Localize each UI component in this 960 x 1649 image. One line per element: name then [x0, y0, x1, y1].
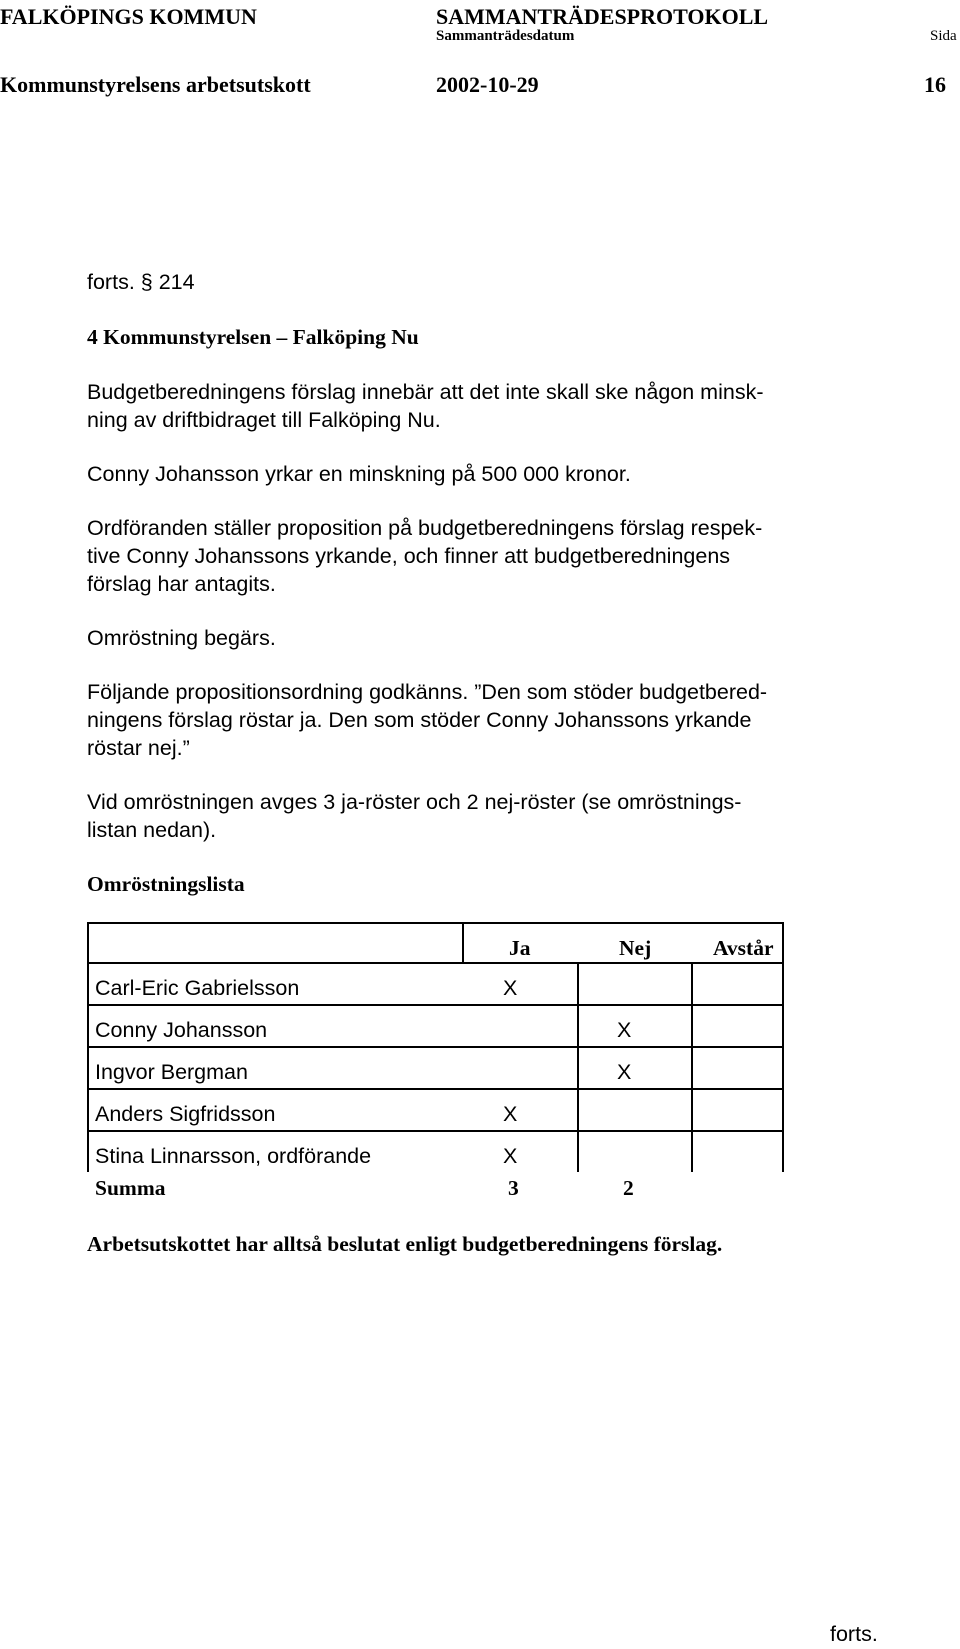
- vote-nej: X: [617, 1018, 632, 1042]
- voter-name: Ingvor Bergman: [95, 1060, 248, 1084]
- voter-name: Anders Sigfridsson: [95, 1102, 276, 1126]
- column-header-ja: Ja: [509, 936, 531, 960]
- meeting-date: 2002-10-29: [436, 72, 539, 97]
- voter-name: Stina Linnarsson, ordförande: [95, 1144, 372, 1168]
- sum-label: Summa: [95, 1176, 166, 1200]
- column-header-nej: Nej: [619, 936, 652, 960]
- document-type: SAMMANTRÄDESPROTOKOLL: [436, 4, 769, 29]
- committee-name: Kommunstyrelsens arbetsutskott: [0, 72, 311, 97]
- decision-statement: Arbetsutskottet har alltså beslutat enligt budgetberedningens förslag.: [87, 1232, 723, 1256]
- vote-ja: X: [503, 1144, 518, 1168]
- paragraph: Ordföranden ställer proposition på budgetberedningens förslag respek- tive Conny Johanssons yrkande, och finner att budgetberedningens förslag har antagits.: [87, 516, 763, 596]
- voter-name: Carl-Eric Gabrielsson: [95, 976, 300, 1000]
- column-header-avstar: Avstår: [713, 936, 774, 960]
- paragraph: Följande propositionsordning godkänns. ”Den som stöder budgetbered- ningens förslag röstar ja. Den som stöder Conny Johanssons yrkande röstar nej.”: [87, 680, 768, 760]
- date-label: Sammanträdesdatum: [436, 28, 575, 44]
- vote-nej: X: [617, 1060, 632, 1084]
- sum-ja: 3: [508, 1176, 519, 1200]
- vote-ja: X: [503, 1102, 518, 1126]
- section-reference: forts. § 214: [87, 270, 195, 294]
- document-body: [87, 268, 887, 898]
- page-label: Sida: [930, 28, 957, 44]
- paragraph: Budgetberedningens förslag innebär att det inte skall ske någon minsk- ning av driftbidraget till Falköping Nu.: [87, 380, 764, 432]
- paragraph: Vid omröstningen avges 3 ja-röster och 2 nej-röster (se omröstnings- listan nedan).: [87, 790, 742, 842]
- continuation-note: forts.: [830, 1622, 878, 1646]
- voter-name: Conny Johansson: [95, 1018, 268, 1042]
- page-number: 16: [924, 72, 946, 97]
- item-heading: 4 Kommunstyrelsen – Falköping Nu: [87, 325, 419, 349]
- sum-nej: 2: [623, 1176, 634, 1200]
- paragraph: Omröstning begärs.: [87, 626, 276, 650]
- vote-list-title: Omröstningslista: [87, 872, 245, 896]
- organization-name: FALKÖPINGS KOMMUN: [0, 4, 257, 29]
- vote-ja: X: [503, 976, 518, 1000]
- paragraph: Conny Johansson yrkar en minskning på 500 000 kronor.: [87, 462, 631, 486]
